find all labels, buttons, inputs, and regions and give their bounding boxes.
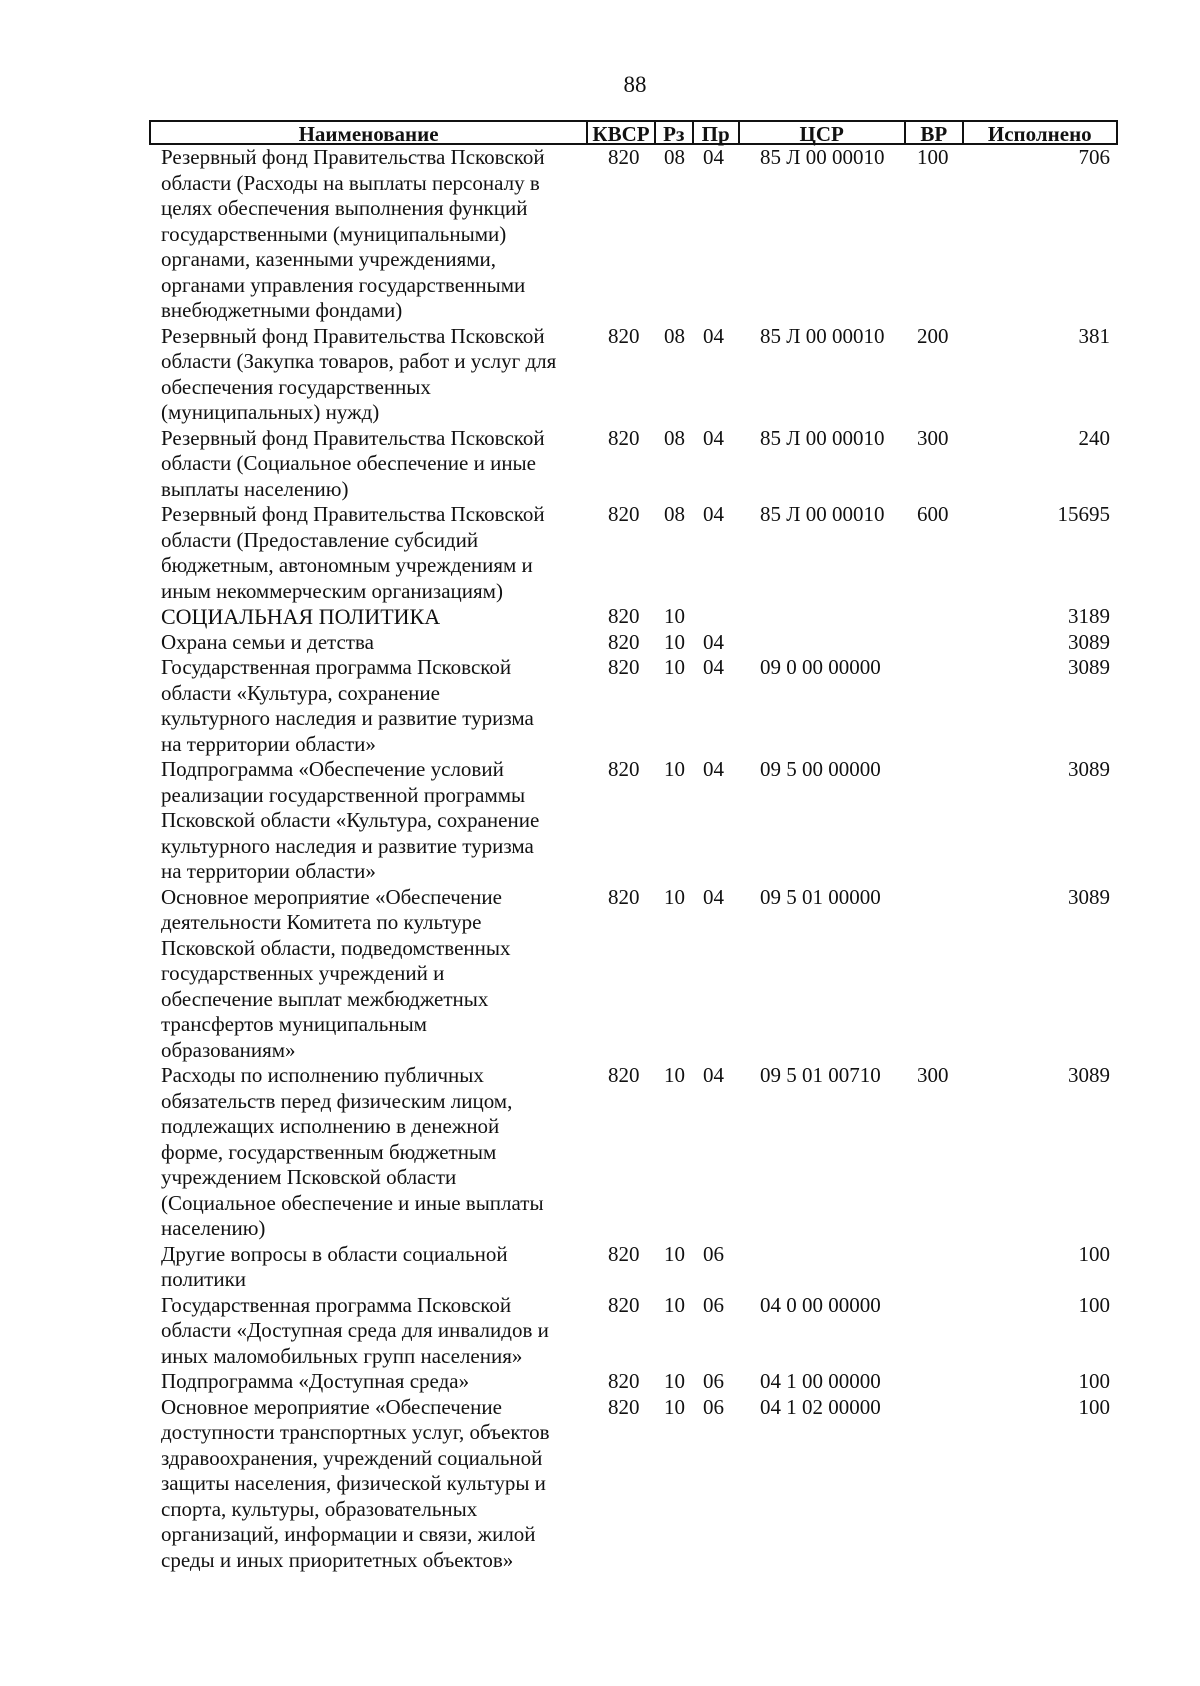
cell-name-line: органами, казенными учреждениями, [161, 247, 497, 271]
cell-name-line: населению) [161, 1216, 266, 1240]
cell-csr: 09 0 00 00000 [760, 655, 881, 679]
table-row [149, 1369, 1118, 1395]
header-csr: ЦСР [738, 122, 904, 143]
cell-rz: 08 [664, 425, 685, 450]
cell-csr: 85 Л 00 00010 [760, 145, 885, 169]
cell-csr: 85 Л 00 00010 [760, 323, 885, 348]
cell-kvsr: 820 [608, 1292, 640, 1317]
cell-name-line: СОЦИАЛЬНАЯ ПОЛИТИКА [161, 604, 441, 629]
cell-name-line: трансфертов муниципальным [161, 1012, 427, 1036]
cell-kvsr: 820 [608, 1394, 640, 1419]
cell-executed: 100 [1078, 1292, 1110, 1317]
cell-kvsr: 820 [608, 1241, 640, 1266]
cell-name-line: государственных учреждений и [161, 961, 445, 985]
cell-pr: 04 [703, 757, 724, 781]
cell-name-line: области (Расходы на выплаты персоналу в [161, 170, 540, 195]
cell-kvsr: 820 [608, 1063, 640, 1087]
cell-executed: 3189 [1068, 604, 1110, 628]
cell-pr: 04 [703, 145, 724, 169]
cell-name-line: культурного наследия и развитие туризма [161, 706, 534, 730]
cell-kvsr: 820 [608, 425, 640, 450]
cell-name [149, 630, 586, 656]
table-row [149, 426, 1118, 503]
cell-name-line: подлежащих исполнению в денежной [161, 1114, 500, 1138]
cell-pr: 06 [703, 1292, 724, 1317]
cell-name [149, 1395, 586, 1574]
cell-name-line: Охрана семьи и детства [161, 629, 374, 654]
cell-executed: 3089 [1068, 884, 1110, 909]
cell-name [149, 757, 586, 885]
cell-executed: 100 [1078, 1394, 1110, 1419]
cell-csr: 85 Л 00 00010 [760, 502, 885, 526]
cell-kvsr: 820 [608, 323, 640, 348]
cell-kvsr: 820 [608, 884, 640, 909]
cell-pr: 04 [703, 884, 724, 909]
cell-pr: 04 [703, 502, 724, 526]
cell-rz: 10 [664, 655, 685, 679]
table-row [149, 1242, 1118, 1293]
cell-name-line: обеспечения государственных [161, 374, 431, 399]
cell-name [149, 502, 586, 604]
table-row [149, 1293, 1118, 1370]
cell-name-line: Основное мероприятие «Обеспечение [161, 1394, 502, 1419]
cell-name-line: форме, государственным бюджетным [161, 1139, 497, 1164]
cell-name-line: области (Социальное обеспечение и иные [161, 451, 536, 475]
cell-executed: 706 [1078, 145, 1110, 169]
cell-name-line: органами управления государственными [161, 272, 526, 297]
cell-pr: 04 [703, 629, 724, 654]
cell-executed: 15695 [1057, 502, 1110, 526]
cell-csr: 09 5 00 00000 [760, 757, 881, 781]
cell-name-line: Псковской области, подведомственных [161, 935, 511, 960]
cell-name [149, 426, 586, 503]
cell-name-line: (Социальное обеспечение и иные выплаты [161, 1190, 544, 1215]
table-row [149, 757, 1118, 885]
cell-executed: 3089 [1068, 1063, 1110, 1087]
cell-name-line: Подпрограмма «Обеспечение условий [161, 757, 504, 781]
cell-name-line: внебюджетными фондами) [161, 298, 403, 322]
cell-name [149, 1369, 586, 1395]
cell-name-line: доступности транспортных услуг, объектов [161, 1420, 550, 1444]
cell-pr: 06 [703, 1369, 724, 1393]
cell-executed: 100 [1078, 1369, 1110, 1393]
header-executed: Исполнено [962, 122, 1116, 143]
cell-csr: 04 1 02 00000 [760, 1394, 881, 1419]
table-row [149, 885, 1118, 1064]
cell-kvsr: 820 [608, 655, 640, 679]
cell-rz: 10 [664, 757, 685, 781]
table-body [149, 145, 1118, 1573]
cell-rz: 10 [664, 884, 685, 909]
cell-name [149, 1242, 586, 1293]
cell-executed: 3089 [1068, 757, 1110, 781]
table-row [149, 145, 1118, 324]
cell-kvsr: 820 [608, 1369, 640, 1393]
cell-rz: 08 [664, 502, 685, 526]
cell-vr [905, 1242, 963, 1293]
cell-vr [905, 604, 963, 630]
table-row [149, 324, 1118, 426]
page-number: 88 [623, 72, 647, 97]
cell-csr [738, 630, 905, 656]
cell-vr [905, 655, 963, 757]
cell-csr: 04 1 00 00000 [760, 1369, 881, 1393]
header-kvsr: КВСР [586, 122, 654, 143]
cell-name-line: деятельности Комитета по культуре [161, 910, 482, 934]
cell-executed: 3089 [1068, 655, 1110, 679]
cell-vr [905, 630, 963, 656]
table-row [149, 502, 1118, 604]
header-vr: ВР [904, 122, 962, 143]
cell-pr: 04 [703, 1063, 724, 1087]
cell-csr [738, 1242, 905, 1293]
cell-vr [905, 1369, 963, 1395]
table-row [149, 604, 1118, 630]
cell-name-line: реализации государственной программы [161, 782, 526, 807]
cell-pr: 06 [703, 1241, 724, 1266]
cell-name-line: области «Доступная среда для инвалидов и [161, 1318, 549, 1342]
cell-rz: 10 [664, 1292, 685, 1317]
cell-name-line: бюджетным, автономным учреждениям и [161, 553, 533, 577]
cell-name-line: политики [161, 1267, 247, 1291]
cell-name-line: выплаты населению) [161, 476, 349, 501]
cell-name-line: иных маломобильных групп населения» [161, 1343, 523, 1368]
cell-name-line: области (Закупка товаров, работ и услуг для [161, 349, 557, 373]
cell-name-line: Резервный фонд Правительства Псковской [161, 323, 545, 348]
cell-vr: 300 [917, 1063, 949, 1087]
cell-kvsr: 820 [608, 502, 640, 526]
cell-name-line: образованиям» [161, 1037, 296, 1062]
cell-executed: 3089 [1068, 629, 1110, 654]
cell-name-line: на территории области» [161, 859, 376, 883]
cell-name [149, 655, 586, 757]
cell-name-line: обязательств перед физическим лицом, [161, 1088, 513, 1113]
cell-name-line: защиты населения, физической культуры и [161, 1471, 546, 1495]
cell-name-line: среды и иных приоритетных объектов» [161, 1547, 514, 1572]
table-row [149, 1063, 1118, 1242]
cell-csr [738, 604, 905, 630]
cell-name-line: государственными (муниципальными) [161, 221, 507, 246]
cell-kvsr: 820 [608, 757, 640, 781]
cell-csr: 09 5 01 00710 [760, 1063, 881, 1087]
cell-name-line: спорта, культуры, образовательных [161, 1496, 478, 1521]
cell-pr: 04 [703, 425, 724, 450]
cell-rz: 10 [664, 629, 685, 654]
table-row [149, 655, 1118, 757]
cell-name-line: Государственная программа Псковской [161, 1292, 512, 1317]
cell-name-line: Резервный фонд Правительства Псковской [161, 145, 545, 169]
cell-name [149, 604, 586, 630]
cell-pr: 04 [703, 655, 724, 679]
cell-name-line: целях обеспечения выполнения функций [161, 196, 528, 220]
cell-executed: 381 [1078, 323, 1110, 348]
cell-vr [905, 1395, 963, 1574]
cell-kvsr: 820 [608, 145, 640, 169]
cell-name [149, 1293, 586, 1370]
header-name: Наименование [298, 122, 439, 146]
cell-vr [905, 1293, 963, 1370]
cell-rz: 10 [664, 1063, 685, 1087]
budget-table [149, 120, 1118, 1573]
cell-name-line: области (Предоставление субсидий [161, 527, 479, 552]
cell-vr: 600 [917, 502, 949, 526]
cell-name-line: Расходы по исполнению публичных [161, 1063, 484, 1087]
cell-vr: 200 [917, 323, 949, 348]
cell-csr: 04 0 00 00000 [760, 1292, 881, 1317]
cell-vr [905, 757, 963, 885]
cell-name-line: обеспечение выплат межбюджетных [161, 986, 489, 1011]
cell-rz: 10 [664, 604, 685, 628]
cell-executed: 240 [1078, 425, 1110, 450]
cell-rz: 10 [664, 1394, 685, 1419]
cell-name-line: иным некоммерческим организациям) [161, 578, 503, 603]
table-header [149, 120, 1118, 145]
cell-pr: 06 [703, 1394, 724, 1419]
cell-rz: 08 [664, 145, 685, 169]
cell-kvsr: 820 [608, 604, 640, 628]
cell-csr: 09 5 01 00000 [760, 884, 881, 909]
table-row [149, 630, 1118, 656]
cell-vr: 300 [917, 425, 949, 450]
cell-name-line: культурного наследия и развитие туризма [161, 833, 534, 858]
cell-name-line: Основное мероприятие «Обеспечение [161, 884, 502, 909]
header-rz: Рз [654, 122, 692, 143]
cell-vr: 100 [917, 145, 949, 169]
cell-pr [692, 604, 738, 630]
cell-rz: 10 [664, 1241, 685, 1266]
cell-name [149, 1063, 586, 1242]
cell-name-line: организаций, информации и связи, жилой [161, 1522, 536, 1546]
cell-rz: 08 [664, 323, 685, 348]
cell-name-line: области «Культура, сохранение [161, 680, 440, 705]
cell-name [149, 145, 586, 324]
cell-name-line: Резервный фонд Правительства Псковской [161, 502, 545, 526]
cell-name-line: на территории области» [161, 731, 376, 756]
cell-name [149, 885, 586, 1064]
cell-name-line: Другие вопросы в области социальной [161, 1241, 508, 1266]
cell-name [149, 324, 586, 426]
cell-name-line: здравоохранения, учреждений социальной [161, 1445, 543, 1470]
cell-csr: 85 Л 00 00010 [760, 425, 885, 450]
cell-name-line: Подпрограмма «Доступная среда» [161, 1369, 470, 1393]
cell-name-line: Резервный фонд Правительства Псковской [161, 425, 545, 450]
header-pr: Пр [692, 122, 738, 143]
cell-pr: 04 [703, 323, 724, 348]
cell-vr [905, 885, 963, 1064]
cell-name-line: (муниципальных) нужд) [161, 400, 380, 424]
cell-name-line: Государственная программа Псковской [161, 655, 512, 679]
cell-kvsr: 820 [608, 629, 640, 654]
cell-executed: 100 [1078, 1241, 1110, 1266]
cell-rz: 10 [664, 1369, 685, 1393]
cell-name-line: Псковской области «Культура, сохранение [161, 808, 540, 832]
cell-name-line: учреждением Псковской области [161, 1165, 457, 1189]
table-row [149, 1395, 1118, 1574]
